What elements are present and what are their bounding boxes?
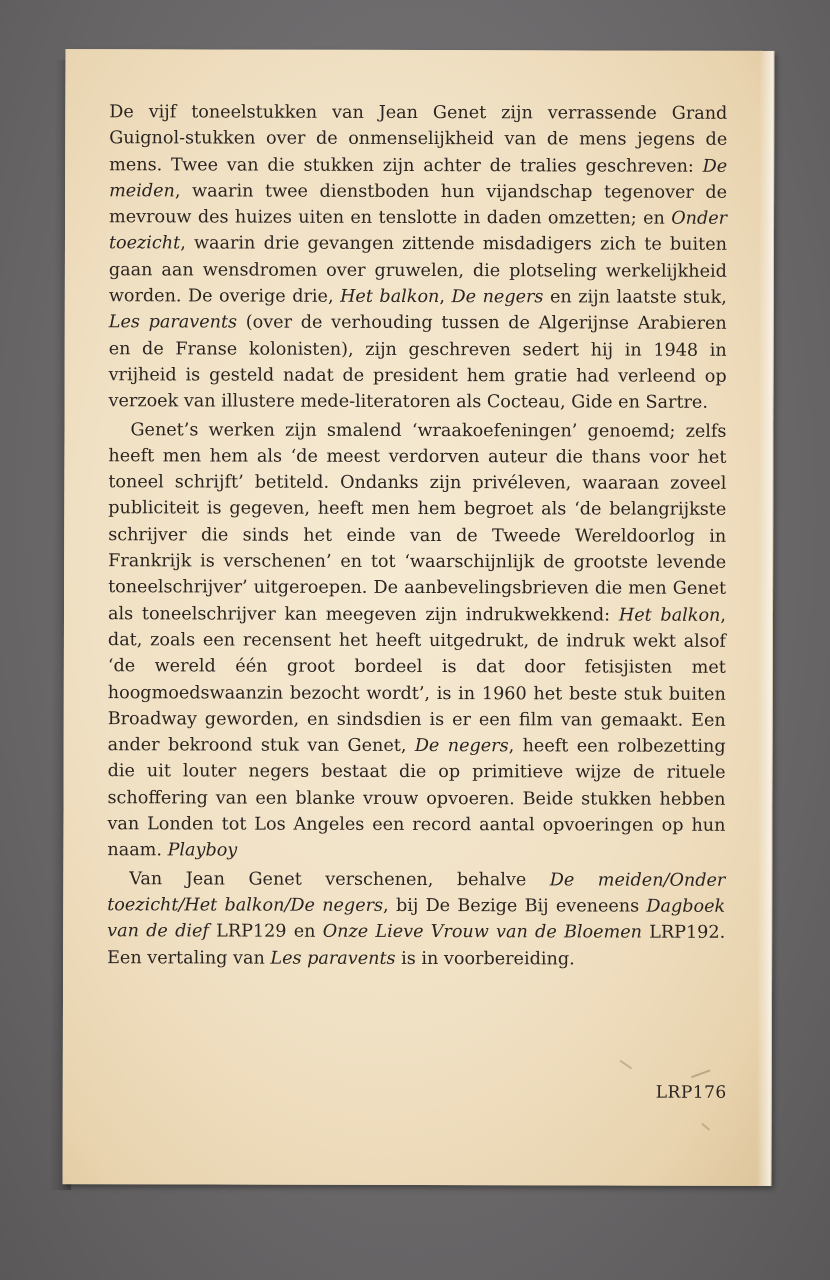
italic-title: Onze Lieve Vrouw van de Bloemen (322, 921, 643, 943)
text-run: , waarin twee dienstboden hun vijandschap tegenover de mevrouw des huizes uiten en tenslotte in daden omzetten; en (109, 181, 728, 229)
text-run: , bij De Bezige Bij eveneens (383, 895, 647, 917)
paragraph-intro (109, 99, 728, 416)
italic-title: Het balkon (340, 286, 440, 308)
scuff-mark (691, 1069, 710, 1078)
text-run: , waarin drie gevangen zittende misdadigers zich te buiten gaan aan wensdromen over gruwelen, die plotseling werkelijkheid worden. De overige drie, (108, 233, 728, 307)
book-back-cover (63, 49, 775, 1186)
italic-title: De negers (451, 287, 544, 308)
italic-title: Les paravents (108, 312, 238, 333)
text-run: , (439, 287, 452, 308)
text-run: Van Jean Genet verschenen, behalve (129, 868, 550, 890)
blurb-text (107, 99, 727, 972)
italic-title: Onder toezicht (108, 208, 728, 254)
text-run: (over de verhouding tussen de Algerijnse Arabieren en de Franse kolonisten), zijn geschreven sedert hij in 1948 in vrijheid is gesteld nadat de president hem gratie had verleend op verzoek van illustere mede-literatoren als Cocteau, Gide en Sartre. (108, 312, 727, 414)
scuff-mark (701, 1123, 710, 1131)
text-run: LRP129 en (208, 921, 323, 942)
text-run: , dat, zoals een recensent het heeft uitgedrukt, de indruk wekt alsof ‘de wereld één groot bordeel is dat door fetisjisten met hoogmoedswaanzin bezocht wordt’, is in 1960 het beste stuk buiten Broadway geworden, en sindsdien is er een film van gemaakt. Een ander bekroond stuk van Genet, (107, 605, 727, 757)
text-run: en zijn laatste stuk, (543, 287, 727, 308)
text-run: is in voorbereiding. (395, 948, 575, 969)
text-run: Genet’s werken zijn smalend ‘wraakoefeningen’ genoemd; zelfs heeft men hem als ‘de meest verdorven auteur die thans voor het toneel schrijft’ betiteld. Ondanks zijn privéleven, waaraan zoveel publiciteit is gegeven, heeft men hem begroet als ‘de belangrijkste schrijver die sinds het einde van de Tweede Wereldoorlog in Frankrijk is verschenen’ en tot ‘waarschijnlijk de grootste levende toneelschrijver’ uitgeroepen. De aanbevelingsbrieven die men Genet als toneelschrijver kan meegeven zijn indrukwekkend: (107, 419, 727, 626)
italic-title: Les paravents (270, 948, 396, 969)
text-run: LRP192. Een vertaling van (107, 922, 726, 969)
italic-title: Het balkon (618, 605, 721, 626)
paragraph-bibliography (107, 866, 725, 973)
text-run: , heeft een rolbezetting die uit louter negers bestaat die op primitieve wijze de rituele schoffering van een blanke vrouw opvoeren. Beide stukken hebben van Londen tot Los Angeles een record aantal opvoeringen op hun naam. (107, 736, 726, 861)
italic-title: De meiden (109, 156, 728, 202)
italic-title: Dagboek van de dief (107, 896, 726, 942)
italic-title: De negers (414, 736, 509, 757)
scuff-mark (620, 1060, 633, 1070)
catalog-code: LRP176 (655, 1082, 727, 1103)
text-run: De vijf toneelstukken van Jean Genet zijn verrassende Grand Guignol-stukken over de onmenselijkheid van de mens jegens de mens. Twee van die stukken zijn achter de tralies geschreven: (109, 102, 728, 177)
paragraph-reception (107, 417, 726, 866)
italic-title: De meiden/Onder toezicht/Het balkon/De negers (107, 869, 726, 916)
italic-title: Playboy (167, 840, 238, 861)
